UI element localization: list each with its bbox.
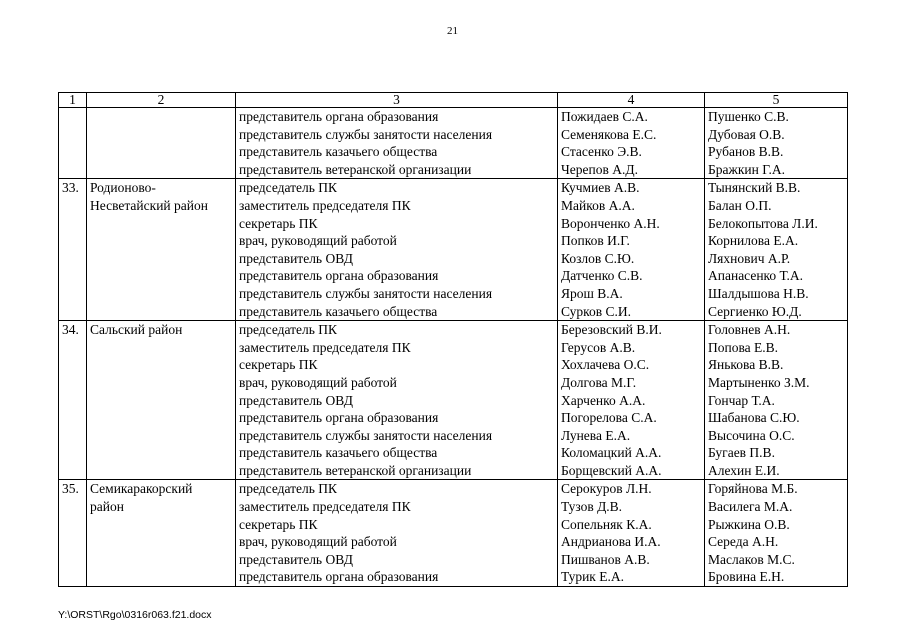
member-name: Коломацкий А.А. (561, 445, 662, 461)
role: представитель ветеранской организации (239, 161, 472, 177)
reserve-name: Головнев А.Н. (708, 322, 791, 338)
member-name: Серокуров Л.Н. (561, 481, 652, 497)
role: заместитель председателя ПК (239, 499, 411, 515)
member-name: Пишванов А.В. (561, 551, 650, 567)
district-group-row (59, 480, 848, 587)
member-name: Хохлачева О.С. (561, 357, 650, 373)
row-number-cell (59, 108, 87, 179)
reserve-name: Гончар Т.А. (708, 392, 775, 408)
row-number-cell (59, 179, 87, 321)
reserve-name: Высочина О.С. (708, 427, 795, 443)
reserve-name: Рубанов В.В. (708, 144, 784, 160)
role: председатель ПК (239, 481, 338, 497)
row-number-cell (59, 480, 87, 587)
district-name-line: Семикаракорский (90, 481, 193, 497)
member-cell (558, 108, 705, 179)
role-cell (236, 321, 558, 480)
reserve-name: Середа А.Н. (708, 534, 779, 550)
member-name: Ярош В.А. (561, 285, 623, 301)
reserve-name: Дубовая О.В. (708, 126, 785, 142)
header-cell: 5 (705, 93, 848, 108)
district-name-line: район (90, 499, 124, 515)
member-name: Попков И.Г. (561, 233, 630, 249)
reserve-name: Балан О.П. (708, 197, 772, 213)
role: секретарь ПК (239, 357, 318, 373)
role: представитель службы занятости населения (239, 285, 493, 301)
reserve-cell (705, 480, 848, 587)
row-number: 35. (62, 481, 79, 497)
reserve-name: Алехин Е.И. (708, 462, 780, 478)
member-name: Стасенко Э.В. (561, 144, 642, 160)
member-name: Долгова М.Г. (561, 374, 637, 390)
district-cell (87, 179, 236, 321)
role: представитель органа образования (239, 569, 439, 585)
header-cell: 2 (87, 93, 236, 108)
reserve-cell (705, 321, 848, 480)
role: представитель казачьего общества (239, 144, 438, 160)
reserve-name: Маслаков М.С. (708, 551, 795, 567)
member-name: Лунева Е.А. (561, 427, 631, 443)
commission-table (58, 92, 848, 587)
reserve-cell (705, 108, 848, 179)
role-cell (236, 108, 558, 179)
row-number: 33. (62, 180, 79, 196)
member-cell (558, 480, 705, 587)
row-number-cell (59, 321, 87, 480)
role: председатель ПК (239, 180, 338, 196)
role: представитель ОВД (239, 551, 353, 567)
reserve-name: Бражкин Г.А. (708, 161, 785, 177)
role: секретарь ПК (239, 516, 318, 532)
member-cell (558, 321, 705, 480)
district-name-line: Родионово- (90, 180, 156, 196)
reserve-name: Шабанова С.Ю. (708, 410, 800, 426)
reserve-name: Мартыненко З.М. (708, 374, 810, 390)
role: представитель службы занятости населения (239, 126, 493, 142)
reserve-name: Сергиенко Ю.Д. (708, 303, 802, 319)
member-name: Харченко А.А. (561, 392, 646, 408)
district-group-row (59, 108, 848, 179)
header-cell: 1 (59, 93, 87, 108)
reserve-name: Ляхнович А.Р. (708, 250, 791, 266)
page-number: 21 (447, 25, 458, 37)
file-path-footer: Y:\ORST\Rgo\0316r063.f21.docx (58, 609, 212, 621)
reserve-name: Бровина Е.Н. (708, 569, 785, 585)
reserve-cell (705, 179, 848, 321)
reserve-name: Попова Е.В. (708, 339, 779, 355)
member-name: Семенякова Е.С. (561, 126, 657, 142)
reserve-name: Тынянский В.В. (708, 180, 801, 196)
role: председатель ПК (239, 322, 338, 338)
role-cell (236, 179, 558, 321)
member-name: Воронченко А.Н. (561, 215, 660, 231)
role: заместитель председателя ПК (239, 197, 411, 213)
reserve-name: Горяйнова М.Б. (708, 481, 798, 497)
member-name: Березовский В.И. (561, 322, 662, 338)
member-name: Пожидаев С.А. (561, 109, 648, 124)
reserve-name: Василега М.А. (708, 499, 793, 515)
member-name: Герусов А.В. (561, 339, 636, 355)
member-name: Майков А.А. (561, 197, 635, 213)
district-name-line: Сальский район (90, 322, 183, 338)
member-name: Турик Е.А. (561, 569, 624, 585)
role: представитель ветеранской организации (239, 462, 472, 478)
district-cell (87, 321, 236, 480)
district-cell (87, 480, 236, 587)
role: представитель службы занятости населения (239, 427, 493, 443)
role: представитель органа образования (239, 410, 439, 426)
reserve-name: Белокопытова Л.И. (708, 215, 818, 231)
member-name: Кучмиев А.В. (561, 180, 640, 196)
member-name: Погорелова С.А. (561, 410, 657, 426)
reserve-name: Корнилова Е.А. (708, 233, 799, 249)
row-number: 34. (62, 322, 79, 338)
member-name: Борщевский А.А. (561, 462, 662, 478)
district-group-row (59, 179, 848, 321)
reserve-name: Бугаев П.В. (708, 445, 775, 461)
role: представитель казачьего общества (239, 303, 438, 319)
district-cell (87, 108, 236, 179)
header-cell: 4 (558, 93, 705, 108)
role: секретарь ПК (239, 215, 318, 231)
role-cell (236, 480, 558, 587)
header-cell: 3 (236, 93, 558, 108)
reserve-name: Пушенко С.В. (708, 109, 789, 124)
member-name: Датченко С.В. (561, 268, 643, 284)
district-group-row (59, 321, 848, 480)
role: врач, руководящий работой (239, 374, 397, 390)
role: врач, руководящий работой (239, 233, 397, 249)
header-row (59, 93, 848, 108)
member-cell (558, 179, 705, 321)
member-name: Черепов А.Д. (561, 161, 638, 177)
reserve-name: Апанасенко Т.А. (708, 268, 803, 284)
role: представитель органа образования (239, 268, 439, 284)
role: представитель ОВД (239, 392, 353, 408)
role: представитель ОВД (239, 250, 353, 266)
member-name: Тузов Д.В. (561, 499, 623, 515)
role: заместитель председателя ПК (239, 339, 411, 355)
member-name: Сопельняк К.А. (561, 516, 652, 532)
role: представитель казачьего общества (239, 445, 438, 461)
member-name: Сурков С.И. (561, 303, 632, 319)
reserve-name: Рыжкина О.В. (708, 516, 790, 532)
district-name-line: Несветайский район (90, 197, 208, 213)
reserve-name: Шалдышова Н.В. (708, 285, 809, 301)
role: представитель органа образования (239, 109, 439, 124)
role: врач, руководящий работой (239, 534, 397, 550)
member-name: Андрианова И.А. (561, 534, 661, 550)
reserve-name: Янькова В.В. (708, 357, 784, 373)
member-name: Козлов С.Ю. (561, 250, 635, 266)
